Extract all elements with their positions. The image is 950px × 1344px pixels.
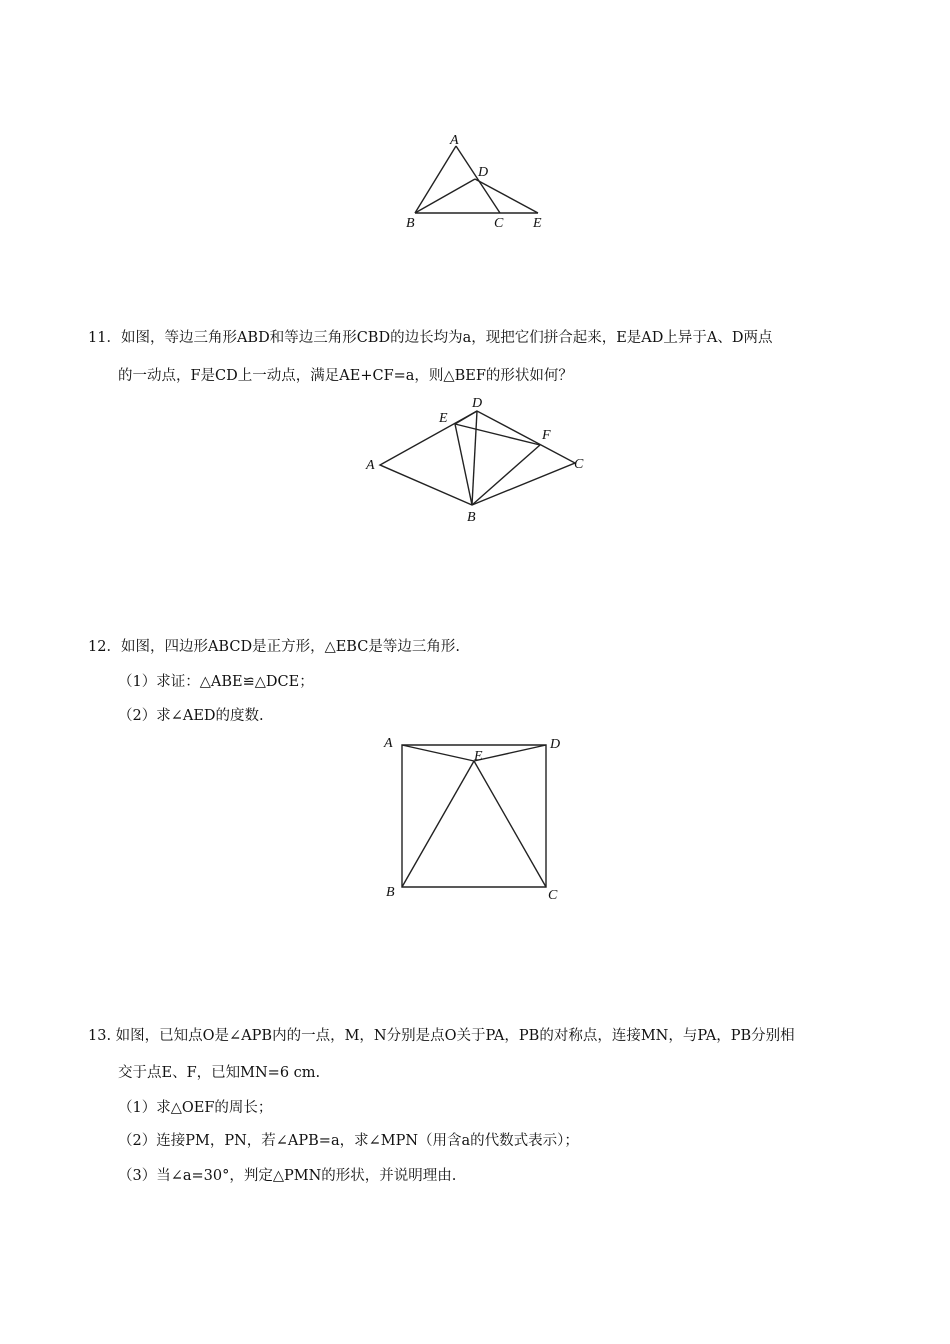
q12-stem: 12．如图，四边形ABCD是正方形，△EBC是等边三角形. — [88, 639, 460, 655]
label-d: D — [550, 737, 561, 752]
q13-part2: （2）连接PM，PN，若∠APB=a，求∠MPN（用含a的代数式表示）； — [118, 1133, 579, 1149]
label-e: E — [439, 411, 448, 426]
label-c: C — [494, 216, 504, 231]
q13-part1: （1）求△OEF的周长； — [118, 1100, 273, 1116]
figure-square-abcd — [380, 733, 570, 903]
label-e: E — [533, 216, 542, 231]
figure-triangle-abce — [400, 128, 560, 238]
outline-adcb — [380, 411, 575, 505]
seg-de — [475, 179, 538, 213]
figure-rhombus-abcd — [360, 393, 600, 528]
q11-line2: 的一动点，F是CD上一动点，满足AE+CF=a，则△BEF的形状如何？ — [118, 368, 573, 384]
label-a: A — [450, 133, 459, 148]
seg-be — [402, 761, 474, 887]
seg-ab — [415, 146, 456, 213]
square-abcd — [402, 745, 546, 887]
label-e: E — [474, 749, 483, 764]
seg-bd — [472, 411, 477, 505]
label-a: A — [384, 736, 393, 751]
q13-part3: （3）当∠a=30°，判定△PMN的形状，并说明理由. — [118, 1168, 457, 1184]
label-b: B — [467, 510, 476, 525]
seg-bd — [415, 179, 475, 213]
label-b: B — [386, 885, 395, 900]
seg-bf — [472, 445, 540, 505]
seg-be — [455, 424, 472, 505]
label-c: C — [548, 888, 558, 903]
seg-ce — [474, 761, 546, 887]
seg-ae — [402, 745, 474, 761]
seg-de — [474, 745, 546, 761]
seg-ef — [455, 424, 540, 445]
q13-line2: 交于点E、F，已知MN=6 cm. — [118, 1065, 321, 1081]
label-f: F — [542, 428, 551, 443]
label-d: D — [472, 396, 483, 411]
label-d: D — [478, 165, 489, 180]
q12-part2: （2）求∠AED的度数. — [118, 708, 264, 724]
q12-part1: （1）求证：△ABE≌△DCE； — [118, 674, 314, 690]
q13-line1: 13. 如图，已知点O是∠APB内的一点，M，N分别是点O关于PA，PB的对称点，连接MN，与PA，PB分别相 — [88, 1028, 795, 1044]
q11-line1: 11．如图，等边三角形ABD和等边三角形CBD的边长均为a，现把它们拼合起来，E是AD上异于A、D两点 — [88, 330, 773, 346]
label-b: B — [406, 216, 415, 231]
label-c: C — [574, 457, 584, 472]
seg-ed — [455, 411, 477, 424]
label-a: A — [366, 458, 375, 473]
